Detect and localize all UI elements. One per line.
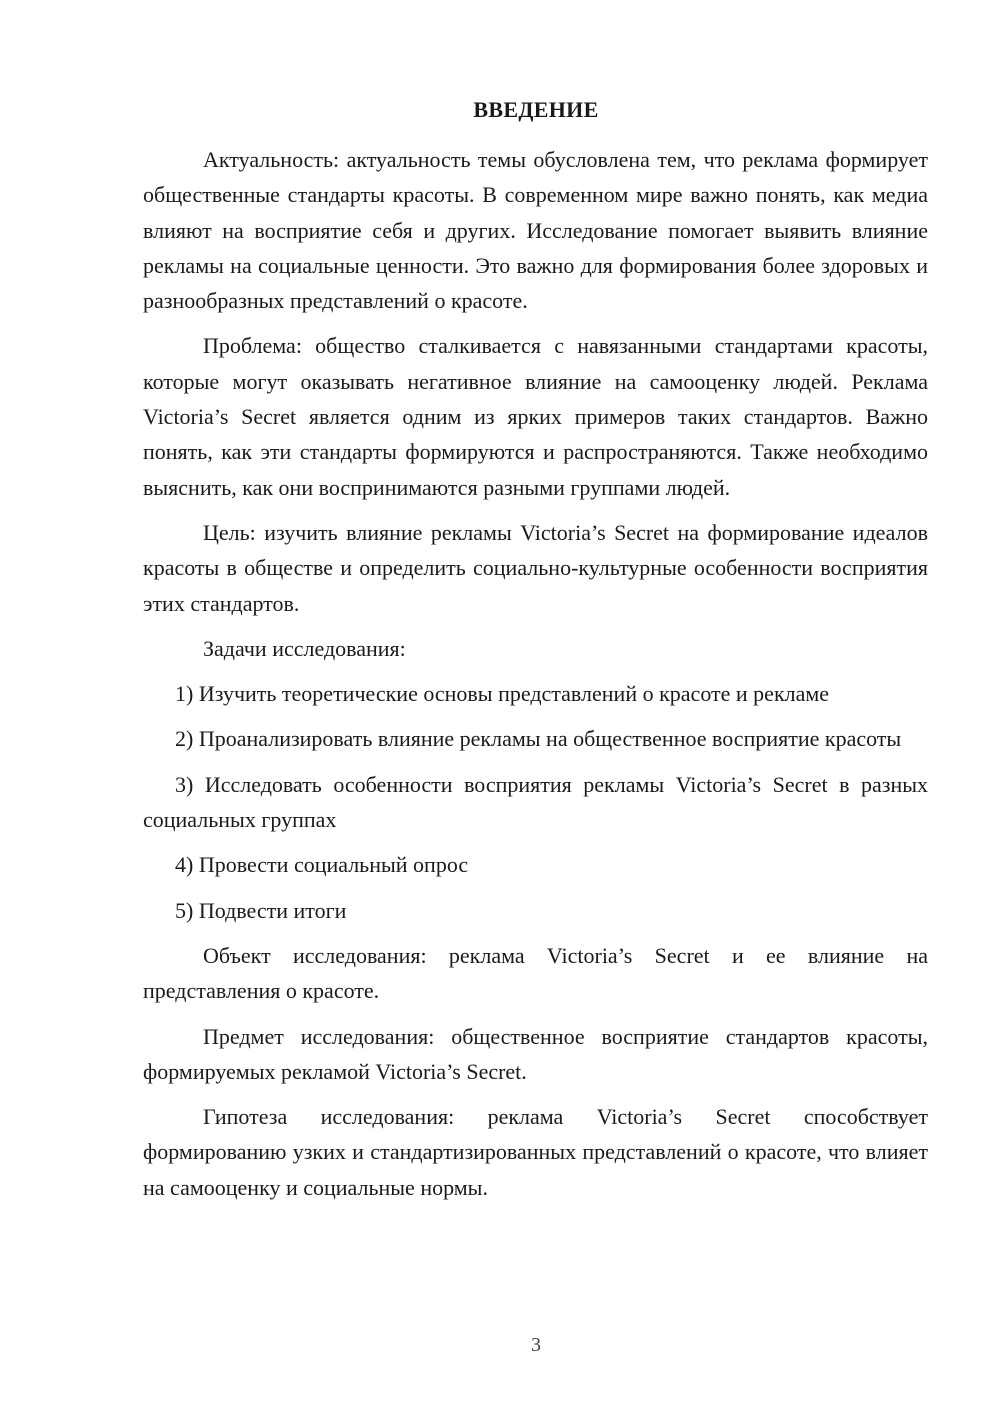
page-number: 3 (531, 1334, 541, 1356)
paragraph-problem: Проблема: общество сталкивается с навязанными стандартами красоты, которые могут оказывать негативное влияние на самооценку людей. Реклама Victoria’s Secret является одним из ярких примеров таких стандартов. Важно понять, как эти стандарты формируются и распространяются. Также необходимо выяснить, как они воспринимаются разными группами людей. (143, 333, 928, 500)
task-item-4: 4) Провести социальный опрос (175, 852, 469, 878)
paragraph-subject: Предмет исследования: общественное восприятие стандартов красоты, формируемых рекламой Victoria’s Secret. (143, 1023, 928, 1084)
task-item-5: 5) Подвести итоги (175, 897, 347, 923)
document-body (143, 142, 928, 1205)
paragraph-goal: Цель: изучить влияние рекламы Victoria’s Secret на формирование идеалов красоты в обществе и определить социально-культурные особенности восприятия этих стандартов. (143, 519, 928, 616)
task-item-3: 3) Исследовать особенности восприятия рекламы Victoria’s Secret в разных социальных группах (143, 771, 928, 833)
page-title: ВВЕДЕНИЕ (473, 97, 599, 122)
task-item-2: 2) Проанализировать влияние рекламы на общественное восприятие красоты (175, 726, 902, 752)
paragraph-relevance: Актуальность: актуальность темы обусловлена тем, что реклама формирует общественные стандарты красоты. В современном мире важно понять, как медиа влияют на восприятие себя и других. Исследование помогает выявить влияние рекламы на социальные ценности. Это важно для формирования более здоровых и разнообразных представлений о красоте. (143, 147, 928, 314)
paragraph-tasks-heading: Задачи исследования: (203, 635, 406, 661)
paragraph-object: Объект исследования: реклама Victoria’s Secret и ее влияние на представления о красоте. (143, 942, 928, 1004)
paragraph-hypothesis: Гипотеза исследования: реклама Victoria’s Secret способствует формированию узких и стандартизированных представлений о красоте, что влияет на самооценку и социальные нормы. (143, 1104, 928, 1200)
task-item-1: 1) Изучить теоретические основы представлений о красоте и рекламе (175, 681, 830, 707)
